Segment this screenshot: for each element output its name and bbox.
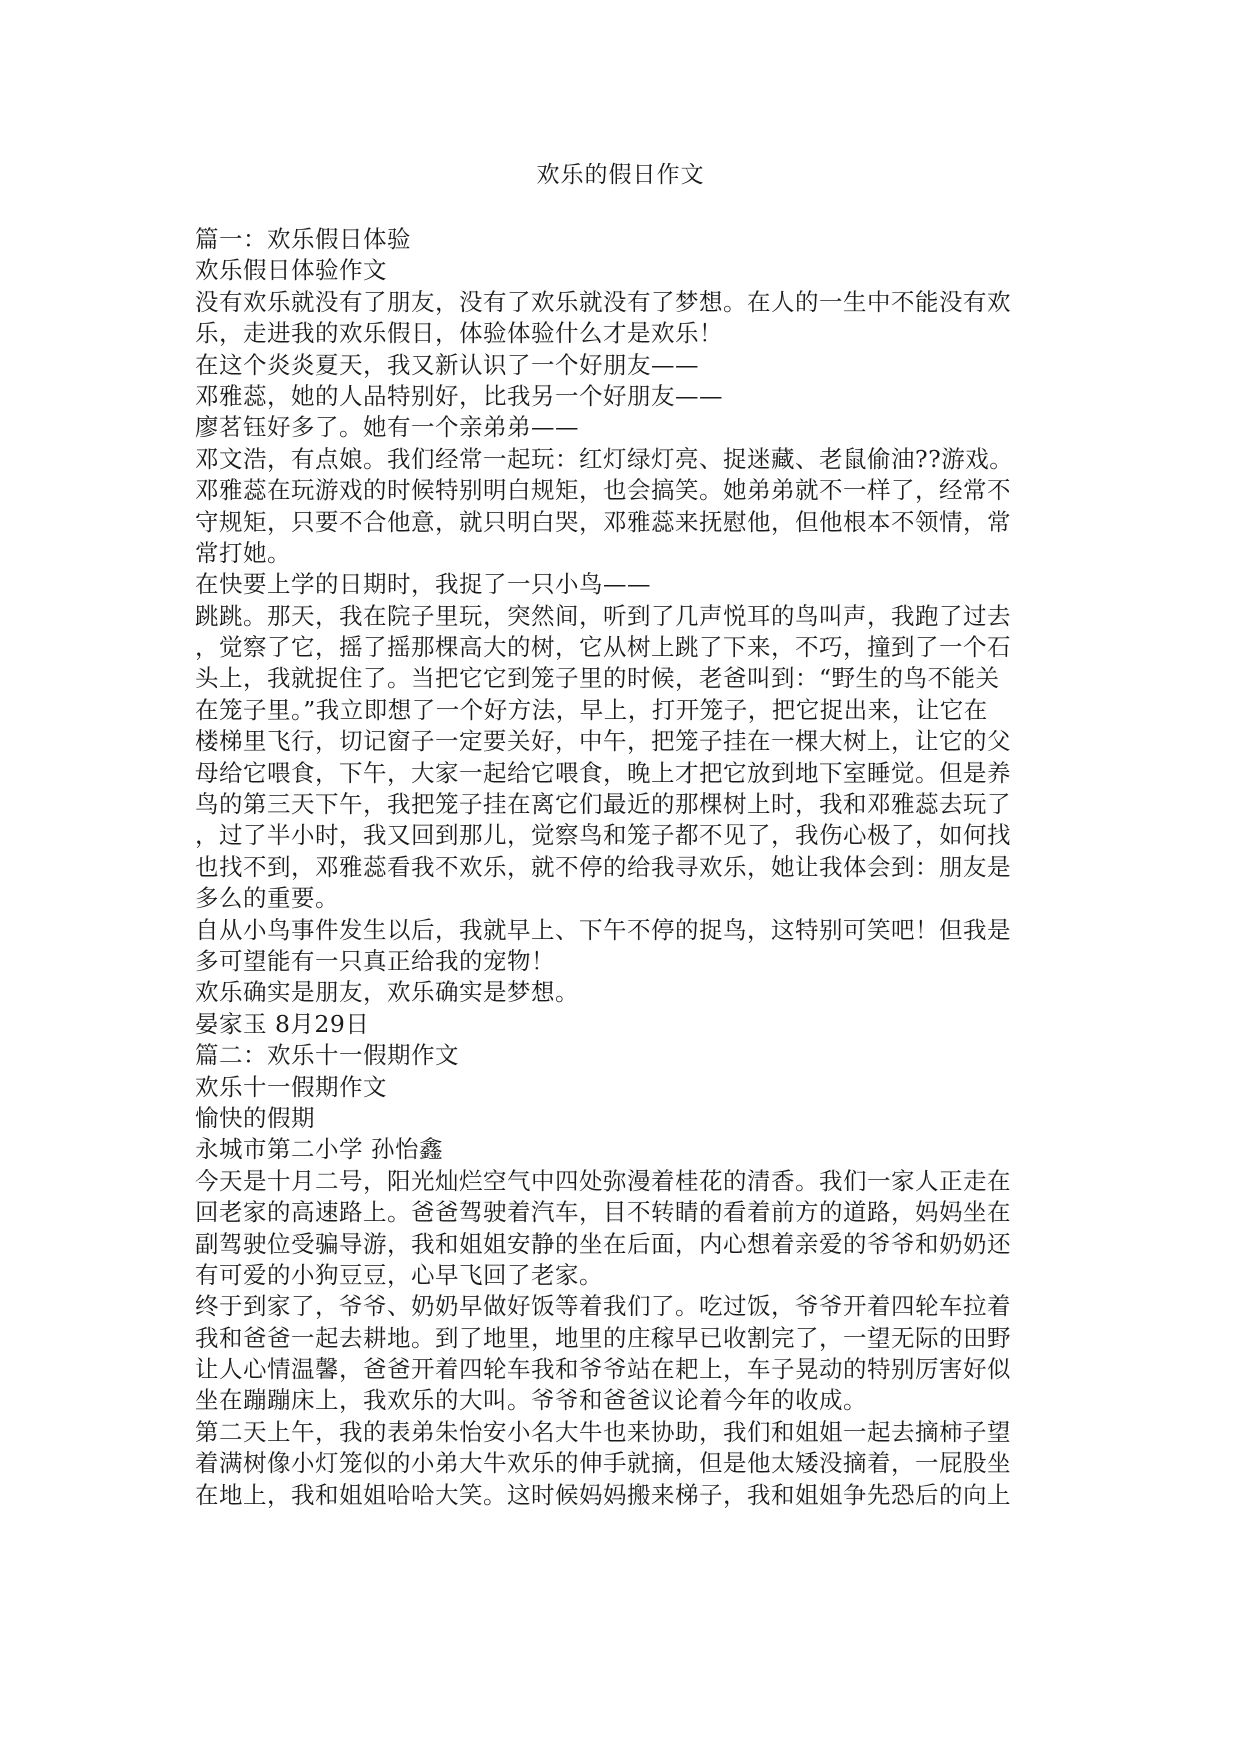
text-line: 邓雅蕊，她的人品特别好，比我另一个好朋友—— <box>195 381 723 410</box>
text-line: 永城市第二小学 孙怡鑫 <box>195 1135 443 1164</box>
text-line: 欢乐假日体验作文 <box>195 256 387 285</box>
text-line: 也找不到，邓雅蕊看我不欢乐，就不停的给我寻欢乐，她让我体会到：朋友是 <box>195 852 1011 881</box>
text-line: 第二天上午，我的表弟朱怡安小名大牛也来协助，我们和姐姐一起去摘柿子望 <box>195 1417 1011 1446</box>
text-line: 邓雅蕊在玩游戏的时候特别明白规矩，也会搞笑。她弟弟就不一样了，经常不 <box>195 476 1011 505</box>
text-line: 头上，我就捉住了。当把它它到笼子里的时候，老爸叫到：“野生的鸟不能关 <box>195 664 1000 693</box>
text-line: 晏家玉 8月29日 <box>195 1009 370 1038</box>
text-line: 没有欢乐就没有了朋友，没有了欢乐就没有了梦想。在人的一生中不能没有欢 <box>195 287 1011 316</box>
text-line: 篇一：欢乐假日体验 <box>195 225 411 253</box>
text-line: 今天是十月二号，阳光灿烂空气中四处弥漫着桂花的清香。我们一家人正走在 <box>195 1166 1011 1195</box>
text-line: 在地上，我和姐姐哈哈大笑。这时候妈妈搬来梯子，我和姐姐争先恐后的向上 <box>195 1480 1011 1509</box>
text-line: 守规矩，只要不合他意，就只明白哭，邓雅蕊来抚慰他，但他根本不领情，常 <box>195 507 1011 536</box>
text-line: 让人心情温馨，爸爸开着四轮车我和爷爷站在耙上，车子晃动的特别厉害好似 <box>195 1355 1011 1384</box>
text-line: 篇二：欢乐十一假期作文 <box>195 1041 459 1070</box>
text-line: 终于到家了，爷爷、奶奶早做好饭等着我们了。吃过饭，爷爷开着四轮车拉着 <box>195 1292 1011 1321</box>
text-line: ，过了半小时，我又回到那儿，觉察鸟和笼子都不见了，我伤心极了，如何找 <box>195 821 1011 850</box>
text-line: 我和爸爸一起去耕地。到了地里，地里的庄稼早已收割完了，一望无际的田野 <box>195 1323 1011 1352</box>
text-line: 欢乐十一假期作文 <box>195 1072 387 1101</box>
text-line: 廖茗钰好多了。她有一个亲弟弟—— <box>195 413 579 442</box>
text-line: 有可爱的小狗豆豆，心早飞回了老家。 <box>195 1260 603 1289</box>
text-line: 多可望能有一只真正给我的宠物！ <box>195 946 555 975</box>
text-line: 常打她。 <box>195 538 291 567</box>
text-line: 欢乐确实是朋友，欢乐确实是梦想。 <box>195 978 579 1007</box>
text-line: 自从小鸟事件发生以后，我就早上、下午不停的捉鸟，这特别可笑吧！但我是 <box>195 915 1011 944</box>
text-line: 楼梯里飞行，切记窗子一定要关好，中午，把笼子挂在一棵大树上，让它的父 <box>195 727 1011 756</box>
text-line: 副驾驶位受骗导游，我和姐姐安静的坐在后面，内心想着亲爱的爷爷和奶奶还 <box>195 1229 1011 1258</box>
text-line: 多么的重要。 <box>195 884 339 913</box>
text-line: 愉快的假期 <box>195 1103 315 1132</box>
text-line: ，觉察了它，摇了摇那棵高大的树，它从树上跳了下来，不巧，撞到了一个石 <box>195 633 1011 662</box>
text-line: 着满树像小灯笼似的小弟大牛欢乐的伸手就摘，但是他太矮没摘着，一屁股坐 <box>195 1449 1011 1478</box>
document-title: 欢乐的假日作文 <box>536 162 705 188</box>
text-line: 坐在蹦蹦床上，我欢乐的大叫。爷爷和爸爸议论着今年的收成。 <box>195 1386 867 1415</box>
text-line: 在快要上学的日期时，我捉了一只小鸟—— <box>195 570 651 599</box>
text-line: 鸟的第三天下午，我把笼子挂在离它们最近的那棵树上时，我和邓雅蕊去玩了 <box>195 790 1011 819</box>
text-line: 乐，走进我的欢乐假日，体验体验什么才是欢乐！ <box>195 319 723 348</box>
text-line: 在笼子里。”我立即想了一个好方法，早上，打开笼子，把它捉出来，让它在 <box>195 695 988 724</box>
text-line: 回老家的高速路上。爸爸驾驶着汽车，目不转睛的看着前方的道路，妈妈坐在 <box>195 1198 1011 1227</box>
text-line: 跳跳。那天，我在院子里玩，突然间，听到了几声悦耳的鸟叫声，我跑了过去 <box>195 601 1011 630</box>
text-line: 邓文浩，有点娘。我们经常一起玩：红灯绿灯亮、捉迷藏、老鼠偷油??游戏。 <box>195 444 1014 473</box>
text-line: 在这个炎炎夏天，我又新认识了一个好朋友—— <box>195 350 699 379</box>
document-body <box>195 224 1045 1511</box>
text-line: 母给它喂食，下午，大家一起给它喂食，晚上才把它放到地下室睡觉。但是养 <box>195 758 1011 787</box>
